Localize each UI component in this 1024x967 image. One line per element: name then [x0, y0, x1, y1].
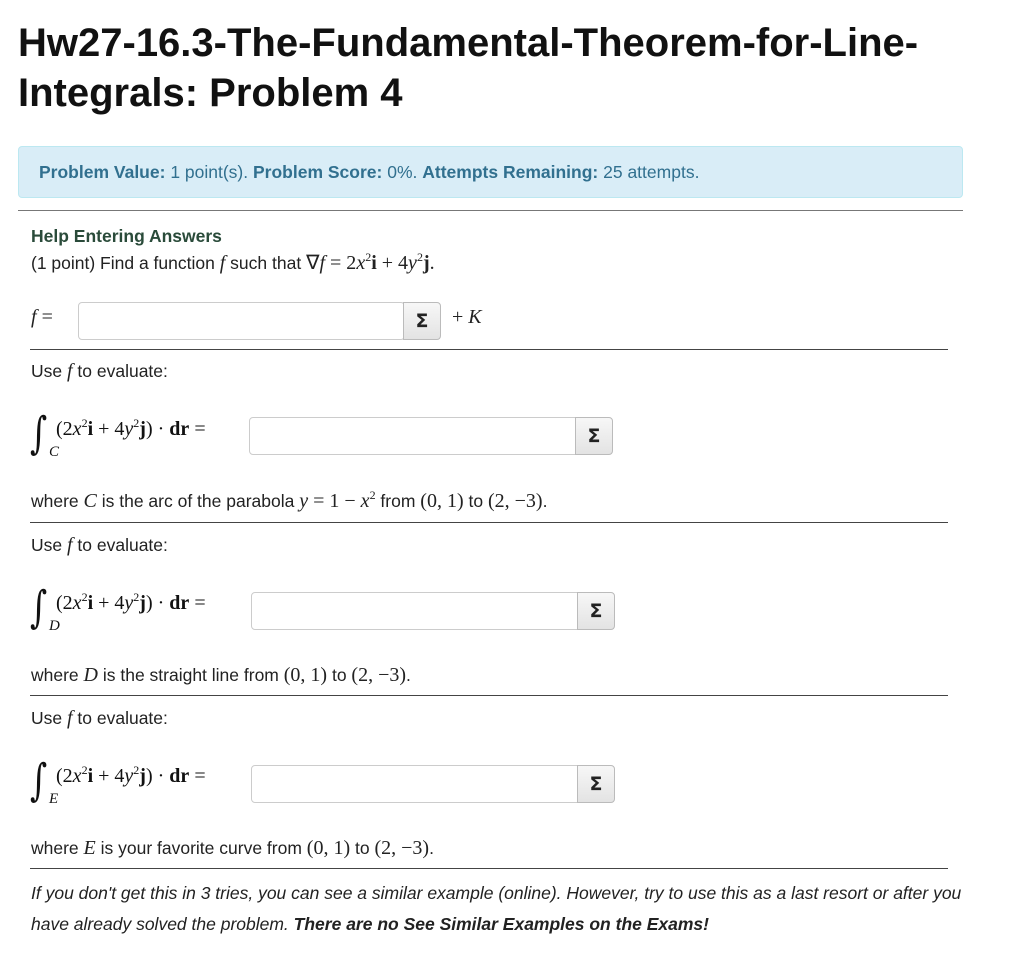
integral-expression-e: ∫ E $(2x^2i + 4y^2j)$ · dr =	[30, 755, 206, 807]
divider	[30, 695, 948, 696]
integral-e-answer-input[interactable]	[251, 765, 581, 803]
f-equation-editor-button[interactable]: Σ	[403, 302, 441, 340]
problem-value-text: 1 point(s).	[170, 161, 249, 182]
integral-c-equation-editor-button[interactable]: Σ	[575, 417, 613, 455]
divider	[30, 868, 948, 869]
integral-expression-d: ∫ D $(2x^2i + 4y^2j)$ · dr =	[30, 582, 206, 634]
prompt-prefix: (1 point) Find a function	[31, 253, 215, 273]
curve-label-d: D	[49, 618, 60, 634]
f-answer-input[interactable]	[78, 302, 405, 340]
prompt-such-that: such that	[230, 253, 302, 273]
help-entering-answers-link[interactable]: Help Entering Answers	[31, 226, 222, 246]
attempts-remaining-text: 25 attempts.	[603, 161, 700, 182]
description-d: where D is the straight line from (0, 1) to (2, −3).	[31, 664, 411, 686]
use-f-text-c: Use f to evaluate:	[31, 360, 168, 382]
similar-example-note	[31, 878, 971, 940]
divider	[30, 349, 948, 350]
problem-score-text: 0%.	[387, 161, 418, 182]
problem-score-label: Problem Score:	[253, 161, 383, 182]
problem-prompt: (1 point) Find a function f such that $\nabla f = 2x^2i + 4y^2j$.	[31, 250, 435, 274]
divider	[30, 522, 948, 523]
f-label: f =	[31, 306, 53, 328]
problem-value-label: Problem Value:	[39, 161, 166, 182]
integral-d-answer-input[interactable]	[251, 592, 581, 630]
use-f-text-e: Use f to evaluate:	[31, 707, 168, 729]
integral-d-equation-editor-button[interactable]: Σ	[577, 592, 615, 630]
integral-e-equation-editor-button[interactable]: Σ	[577, 765, 615, 803]
problem-info-box	[18, 146, 963, 198]
curve-label-c: C	[49, 444, 60, 460]
divider	[18, 210, 963, 211]
curve-label-e: E	[49, 791, 59, 807]
page-title: Hw27-16.3-The-Fundamental-Theorem-for-Line-Integrals: Problem 4	[18, 21, 919, 115]
plus-k-label: + K	[452, 306, 482, 328]
integral-expression-c: ∫ C $(2x^2i + 4y^2j)$ · dr =	[30, 408, 206, 460]
footer-bold-text: There are no See Similar Examples on the Exams!	[293, 914, 709, 934]
footer-text: If you don't get this in 3 tries, you can see a similar example (online). However, try to use this as a last resort or after you have already solved the problem.	[31, 883, 962, 934]
gradient-equation: $\nabla f = 2x^2i + 4y^2j$.	[306, 250, 435, 274]
description-c: where C is the arc of the parabola $y = 1 - x^2$ from (0, 1) to (2, −3).	[31, 488, 548, 512]
integral-c-answer-input[interactable]	[249, 417, 579, 455]
attempts-remaining-label: Attempts Remaining:	[422, 161, 599, 182]
use-f-text-d: Use f to evaluate:	[31, 534, 168, 556]
description-e: where E is your favorite curve from (0, 1) to (2, −3).	[31, 837, 434, 859]
